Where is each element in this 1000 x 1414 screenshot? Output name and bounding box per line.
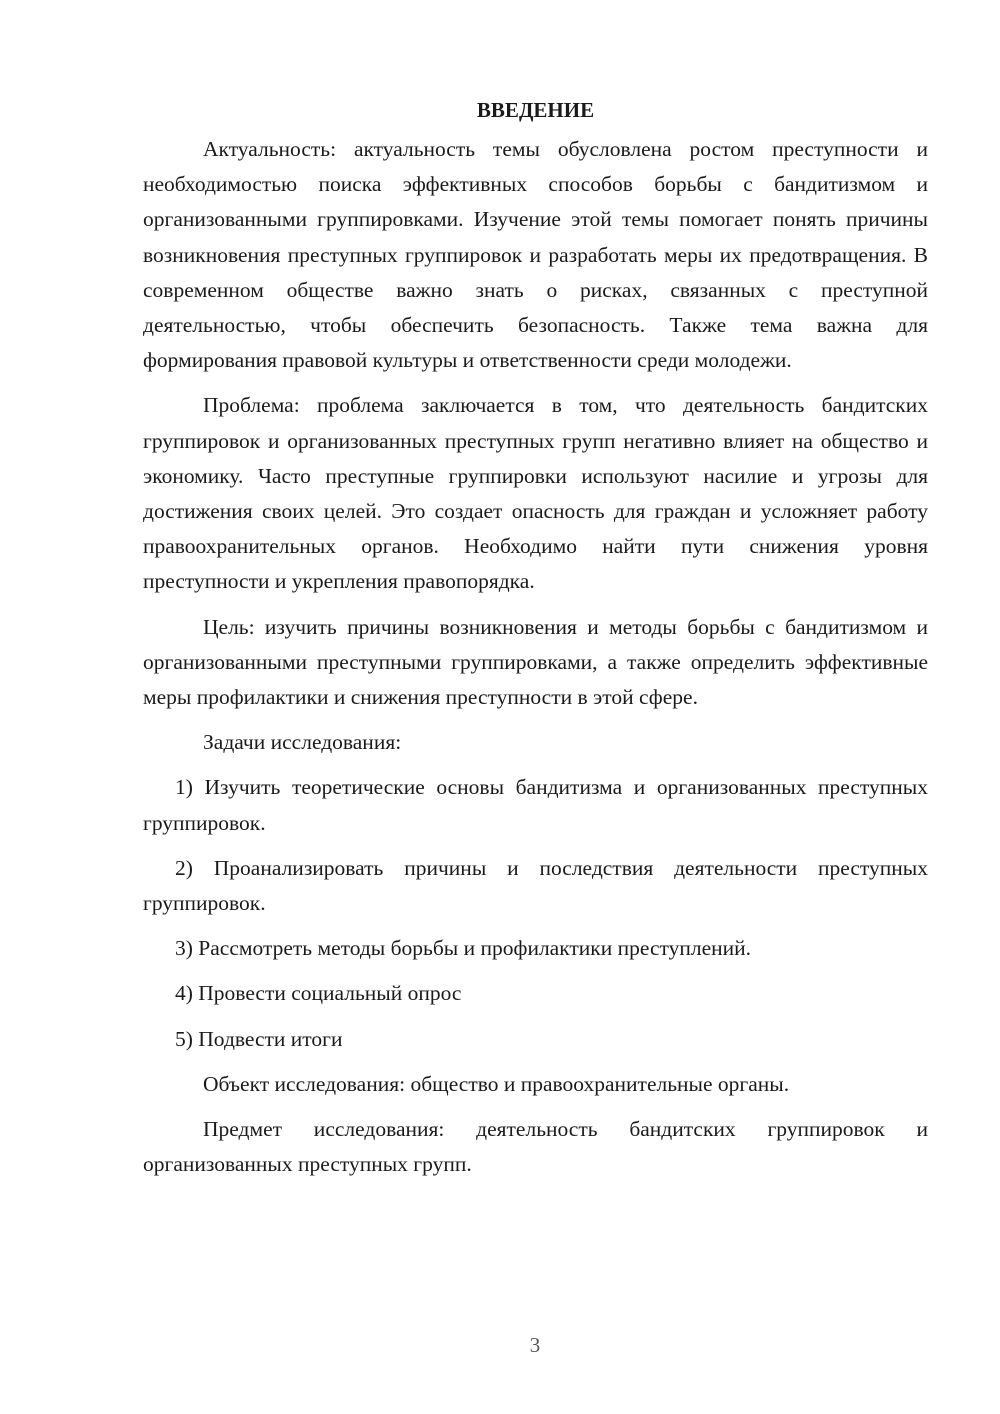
subject-paragraph: Предмет исследования: деятельность бандитских группировок и организованных преступных групп. xyxy=(143,1117,928,1177)
page-content xyxy=(143,92,928,1192)
section-title: ВВЕДЕНИЕ xyxy=(476,98,595,122)
problem-paragraph: Проблема: проблема заключается в том, что деятельность бандитских группировок и организованных преступных групп негативно влияет на общество и экономику. Часто преступные группировки используют насилие и угрозы для достижения своих целей. Это создает опасность для граждан и усложняет работу правоохранительных органов. Необходимо найти пути снижения уровня преступности и укрепления правопорядка. xyxy=(143,393,928,594)
tasks-heading: Задачи исследования: xyxy=(203,730,402,755)
task-item-2: 2) Проанализировать причины и последствия деятельности преступных группировок. xyxy=(143,855,928,916)
task-item-3: 3) Рассмотреть методы борьбы и профилактики преступлений. xyxy=(175,936,752,961)
page-number: 3 xyxy=(529,1333,541,1357)
relevance-paragraph: Актуальность: актуальность темы обусловлена ростом преступности и необходимостью поиска эффективных способов борьбы с бандитизмом и организованными группировками. Изучение этой темы помогает понять причины возникновения преступных группировок и разработать меры их предотвращения. В современном обществе важно знать о рисках, связанных с преступной деятельностью, чтобы обеспечить безопасность. Также тема важна для формирования правовой культуры и ответственности среди молодежи. xyxy=(143,137,928,373)
task-item-4: 4) Провести социальный опрос xyxy=(175,981,462,1006)
object-paragraph: Объект исследования: общество и правоохранительные органы. xyxy=(203,1071,790,1096)
task-item-5: 5) Подвести итоги xyxy=(175,1026,343,1051)
task-item-1: 1) Изучить теоретические основы бандитизма и организованных преступных группировок. xyxy=(143,775,928,835)
goal-paragraph: Цель: изучить причины возникновения и методы борьбы с бандитизмом и организованными преступными группировками, а также определить эффективные меры профилактики и снижения преступности в этой сфере. xyxy=(143,614,928,710)
